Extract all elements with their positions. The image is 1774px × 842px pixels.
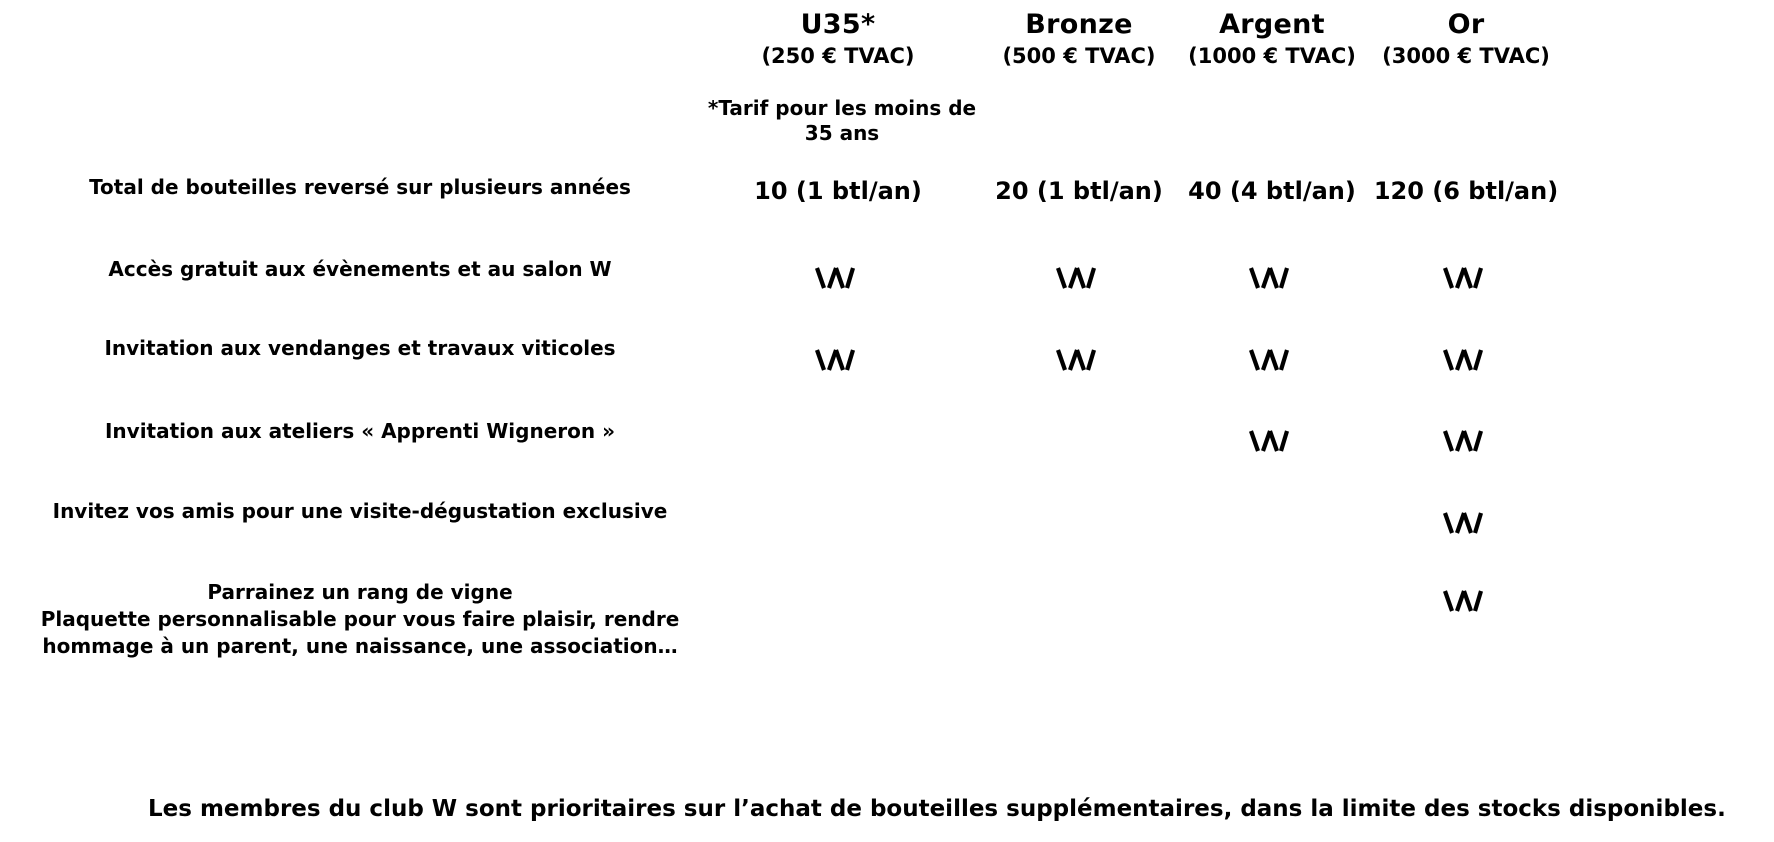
tier-name: Or [1447,9,1485,40]
bottles-value-bronze: 20 (1 btl/an) [995,177,1163,205]
tier-price: (250 € TVAC) [761,44,915,68]
w-logo-icon [1055,265,1103,291]
w-logo-icon [1055,347,1103,373]
tier-price: (3000 € TVAC) [1382,44,1550,68]
u35-footnote: *Tarif pour les moins de 35 ans [707,96,977,145]
sponsor-description-line-1: Plaquette personnalisable pour vous faire plaisir, rendre [40,607,680,631]
w-logo-icon [1248,428,1296,454]
bottles-value-argent: 40 (4 btl/an) [1188,177,1356,205]
w-logo-icon [1442,347,1490,373]
tier-price: (1000 € TVAC) [1188,44,1356,68]
sponsor-title: Parrainez un rang de vigne [207,580,513,604]
w-logo-icon [1442,265,1490,291]
tier-header-or [1366,8,1566,70]
w-logo-icon [814,347,862,373]
tier-name: Argent [1219,9,1325,40]
tier-header-bronze [979,8,1179,70]
row-label-bottles: Total de bouteilles reversé sur plusieurs années [89,175,631,199]
w-logo-icon [814,265,862,291]
sponsor-description-line-2: hommage à un parent, une naissance, une association… [42,634,678,658]
row-label-workshops: Invitation aux ateliers « Apprenti Wigneron » [104,419,615,443]
w-logo-icon [1248,347,1296,373]
w-logo-icon [1442,588,1490,614]
w-logo-icon [1248,265,1296,291]
bottles-value-or: 120 (6 btl/an) [1373,177,1559,205]
w-logo-icon [1442,428,1490,454]
row-label-events: Accès gratuit aux évènements et au salon W [108,257,612,281]
tier-price: (500 € TVAC) [1002,44,1156,68]
w-logo-icon [1442,510,1490,536]
row-label-friends-tasting: Invitez vos amis pour une visite-dégustation exclusive [52,499,668,523]
tier-name: Bronze [1025,9,1133,40]
tier-header-argent [1172,8,1372,70]
bottles-value-u35: 10 (1 btl/an) [754,177,922,205]
footer-note: Les membres du club W sont prioritaires sur l’achat de bouteilles supplémentaires, dans la limite des stocks disponibles. [148,796,1726,822]
row-label-harvest: Invitation aux vendanges et travaux viticoles [104,336,616,360]
tier-header-u35 [738,8,938,70]
row-label-sponsor-vine [40,579,680,660]
tier-name: U35* [800,9,876,40]
